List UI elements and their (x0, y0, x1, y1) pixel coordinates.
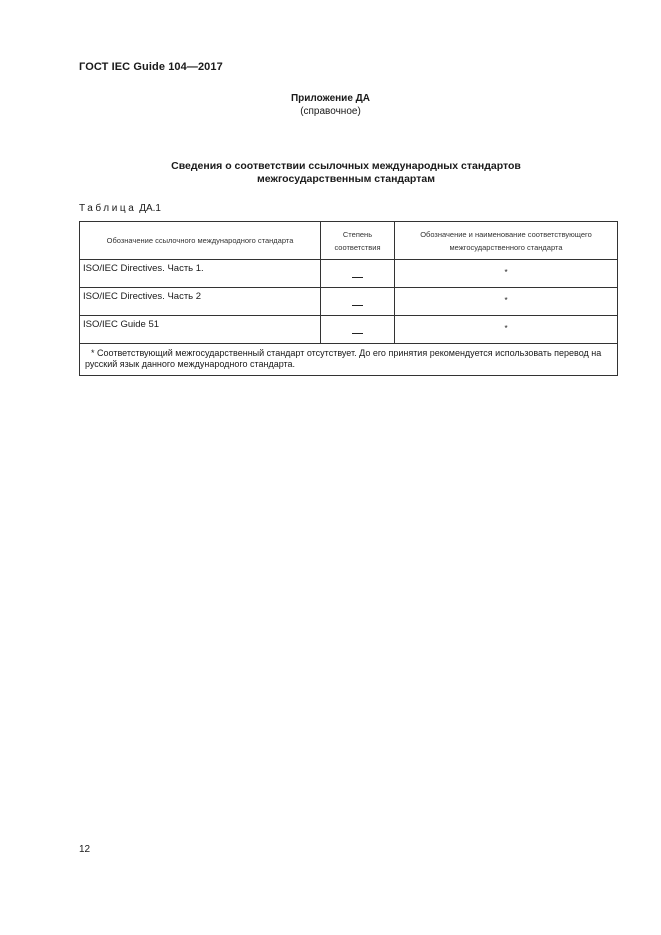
interstate-cell: * (395, 288, 618, 316)
table-caption-number: ДА.1 (139, 203, 161, 214)
table-footnote-row (80, 344, 618, 376)
reference-standards-table (79, 221, 618, 376)
dash-mark (352, 277, 363, 278)
appendix-title: Приложение ДА (290, 93, 371, 104)
appendix-heading (0, 92, 661, 118)
document-title-line-2: межгосударственным стандартам (257, 173, 435, 185)
standard-code: ГОСТ IEC Guide 104—2017 (79, 61, 223, 73)
header-interstate-standard: Обозначение и наименование соответствующего межгосударственного стандарта (395, 222, 618, 260)
reference-cell: ISO/IEC Directives. Часть 1. (80, 260, 321, 288)
table-footnote: * Соответствующий межгосударственный стандарт отсутствует. До его принятия рекомендуется использовать перевод на русский язык данного международного стандарта. (80, 344, 618, 376)
dash-mark (352, 333, 363, 334)
document-title (120, 160, 572, 186)
page-number: 12 (79, 844, 91, 855)
dash-mark (352, 305, 363, 306)
header-degree-of-conformity: Степень соответствия (321, 222, 395, 260)
table-row (80, 288, 618, 316)
header-reference-standard: Обозначение ссылочного международного стандарта (80, 222, 321, 260)
degree-cell (321, 316, 395, 344)
reference-cell: ISO/IEC Guide 51 (80, 316, 321, 344)
table-row (80, 260, 618, 288)
interstate-cell: * (395, 316, 618, 344)
appendix-subtitle: (справочное) (300, 106, 361, 117)
degree-cell (321, 260, 395, 288)
reference-cell: ISO/IEC Directives. Часть 2 (80, 288, 321, 316)
degree-cell (321, 288, 395, 316)
table-header-row (80, 222, 618, 260)
document-title-line-1: Сведения о соответствии ссылочных международных стандартов (171, 160, 521, 172)
table-caption-word: Таблица (79, 203, 137, 214)
table-row (80, 316, 618, 344)
interstate-cell: * (395, 260, 618, 288)
table-caption (79, 203, 161, 214)
